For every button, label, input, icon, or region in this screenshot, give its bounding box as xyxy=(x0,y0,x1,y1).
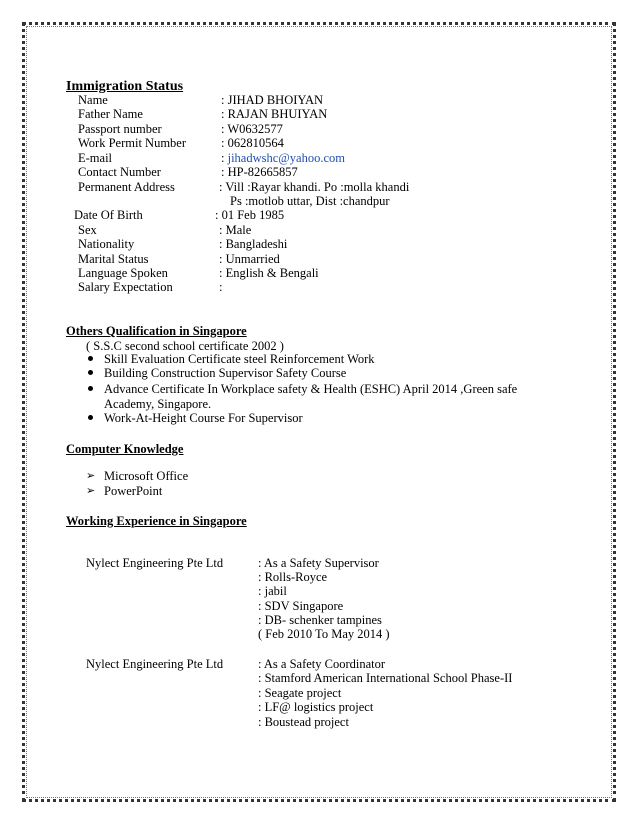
value-nationality: : Bangladeshi xyxy=(219,237,288,251)
bullet-icon xyxy=(88,356,93,361)
value-father-name: : RAJAN BHUIYAN xyxy=(221,107,328,121)
computer-item: PowerPoint xyxy=(104,484,163,498)
label-nationality: Nationality xyxy=(78,237,135,251)
arrow-bullet-icon: ➢ xyxy=(86,470,96,482)
bullet-icon xyxy=(88,415,93,420)
value-language-spoken: : English & Bengali xyxy=(219,266,319,280)
value-email xyxy=(221,151,345,165)
label-passport-number: Passport number xyxy=(78,122,162,136)
qualification-heading: Others Qualification in Singapore xyxy=(66,324,247,338)
label-name: Name xyxy=(78,93,108,107)
qualification-item: Building Construction Supervisor Safety Course xyxy=(104,366,347,380)
label-contact-number: Contact Number xyxy=(78,165,161,179)
company-name: Nylect Engineering Pte Ltd xyxy=(86,657,224,671)
email-prefix: : xyxy=(221,151,228,165)
qualification-item: Skill Evaluation Certificate steel Reinforcement Work xyxy=(104,352,375,366)
label-father-name: Father Name xyxy=(78,107,143,121)
job-detail: : Seagate project xyxy=(258,686,342,700)
company-name: Nylect Engineering Pte Ltd xyxy=(86,556,224,570)
bullet-icon xyxy=(88,386,93,391)
job-detail: : SDV Singapore xyxy=(258,599,344,613)
value-salary-expectation: : xyxy=(219,280,223,294)
label-sex: Sex xyxy=(78,223,97,237)
label-marital-status: Marital Status xyxy=(78,252,149,266)
job-period: ( Feb 2010 To May 2014 ) xyxy=(258,627,390,641)
job-detail: : DB- schenker tampines xyxy=(258,613,382,627)
job-detail: : As a Safety Coordinator xyxy=(258,657,386,671)
computer-knowledge-heading: Computer Knowledge xyxy=(66,442,184,456)
job-detail: : Rolls-Royce xyxy=(258,570,328,584)
label-permanent-address: Permanent Address xyxy=(78,180,175,194)
value-permanent-address-line2: Ps :motlob uttar, Dist :chandpur xyxy=(230,194,390,208)
immigration-status-heading: Immigration Status xyxy=(66,79,184,94)
computer-item: Microsoft Office xyxy=(104,469,189,483)
label-work-permit-number: Work Permit Number xyxy=(78,136,187,150)
value-passport-number: : W0632577 xyxy=(221,122,283,136)
value-contact-number: : HP-82665857 xyxy=(221,165,298,179)
value-date-of-birth: : 01 Feb 1985 xyxy=(215,208,285,222)
working-experience-heading: Working Experience in Singapore xyxy=(66,514,247,528)
value-work-permit-number: : 062810564 xyxy=(221,136,284,150)
job-detail: : Boustead project xyxy=(258,715,349,729)
label-email: E-mail xyxy=(78,151,113,165)
value-sex: : Male xyxy=(219,223,252,237)
value-marital-status: : Unmarried xyxy=(219,252,280,266)
value-permanent-address: : Vill :Rayar khandi. Po :molla khandi xyxy=(219,180,410,194)
email-link[interactable]: jihadwshc@yahoo.com xyxy=(227,151,345,165)
qualification-item-continued: Academy, Singapore. xyxy=(104,397,212,411)
job-detail: : As a Safety Supervisor xyxy=(258,556,379,570)
job-detail: : LF@ logistics project xyxy=(258,700,374,714)
arrow-bullet-icon: ➢ xyxy=(86,485,96,497)
qualification-item: Work-At-Height Course For Supervisor xyxy=(104,411,303,425)
label-date-of-birth: Date Of Birth xyxy=(74,208,143,222)
job-detail: : Stamford American International School Phase-II xyxy=(258,671,513,685)
label-salary-expectation: Salary Expectation xyxy=(78,280,173,294)
qualification-item: Advance Certificate In Workplace safety & Health (ESHC) April 2014 ,Green safe xyxy=(104,382,518,396)
label-language-spoken: Language Spoken xyxy=(78,266,168,280)
value-name: : JIHAD BHOIYAN xyxy=(221,93,324,107)
qualification-subtitle: ( S.S.C second school certificate 2002 ) xyxy=(86,339,284,353)
bullet-icon xyxy=(88,370,93,375)
job-detail: : jabil xyxy=(258,584,287,598)
